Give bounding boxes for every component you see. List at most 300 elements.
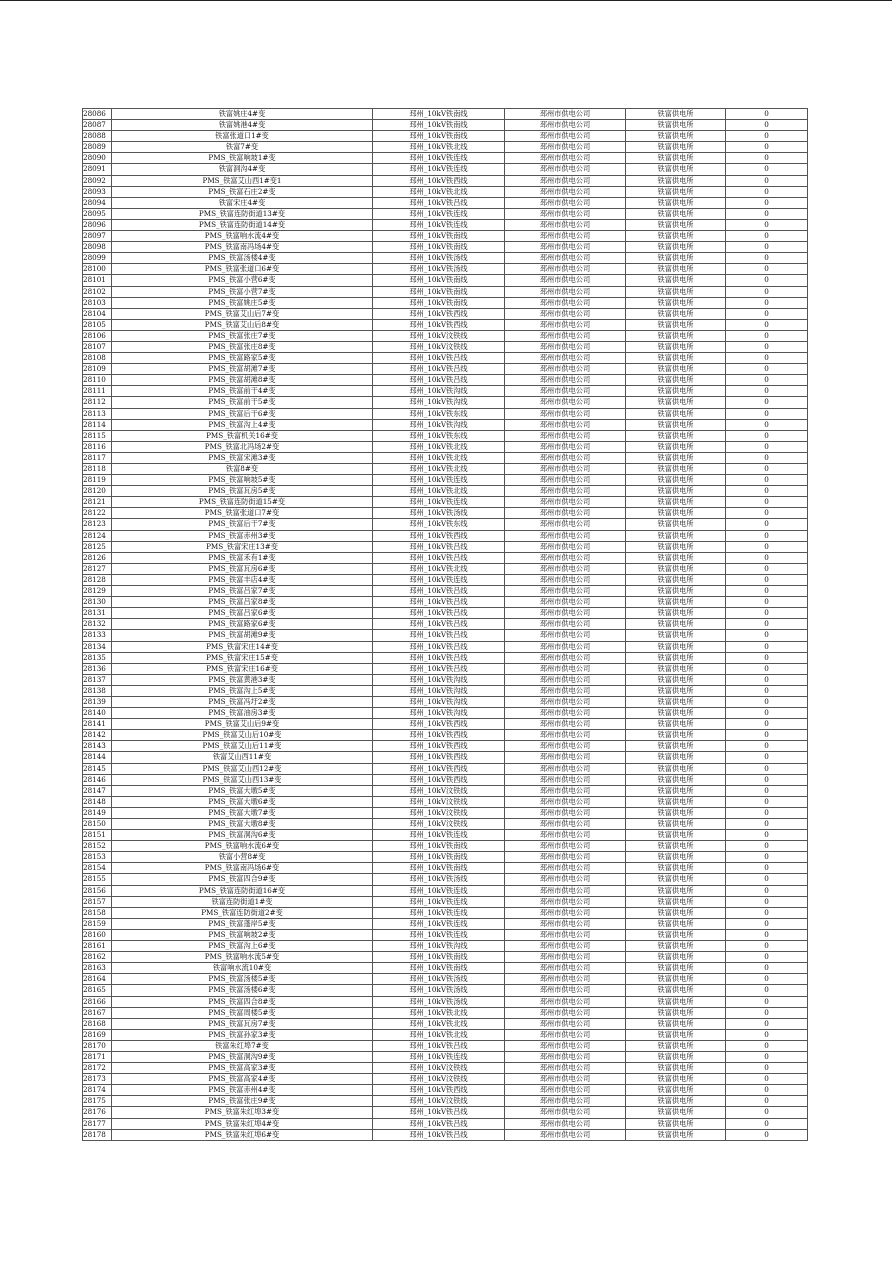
feeder-line-cell: 邳州_10kV铁东线 <box>373 430 505 441</box>
company-cell: 邳州市供电公司 <box>505 929 626 940</box>
value-cell: 0 <box>726 1107 808 1118</box>
table-row <box>83 486 808 497</box>
station-cell: 铁富供电所 <box>626 319 726 330</box>
station-cell: 铁富供电所 <box>626 452 726 463</box>
feeder-line-cell: 邳州_10kV铁西线 <box>373 752 505 763</box>
table-row <box>83 175 808 186</box>
station-cell: 铁富供电所 <box>626 1029 726 1040</box>
table-row <box>83 774 808 785</box>
company-cell: 邳州市供电公司 <box>505 663 626 674</box>
transformer-name-cell: PMS_铁富连防街道16#变 <box>112 885 373 896</box>
table-row <box>83 619 808 630</box>
transformer-name-cell: 铁富8#变 <box>112 464 373 475</box>
station-cell: 铁富供电所 <box>626 486 726 497</box>
value-cell: 0 <box>726 929 808 940</box>
table-row <box>83 796 808 807</box>
company-cell: 邳州市供电公司 <box>505 863 626 874</box>
table-row <box>83 1007 808 1018</box>
table-row <box>83 397 808 408</box>
feeder-line-cell: 邳州_10kV汶铁线 <box>373 1074 505 1085</box>
transformer-name-cell: PMS_铁富吕家6#变 <box>112 608 373 619</box>
value-cell: 0 <box>726 819 808 830</box>
table-row <box>83 785 808 796</box>
company-cell: 邳州市供电公司 <box>505 1074 626 1085</box>
row-id-cell: 28139 <box>83 696 112 707</box>
station-cell: 铁富供电所 <box>626 386 726 397</box>
row-id-cell: 28107 <box>83 341 112 352</box>
station-cell: 铁富供电所 <box>626 752 726 763</box>
row-id-cell: 28091 <box>83 164 112 175</box>
row-id-cell: 28100 <box>83 264 112 275</box>
station-cell: 铁富供电所 <box>626 741 726 752</box>
transformer-name-cell: PMS_铁富大墩6#变 <box>112 796 373 807</box>
transformer-name-cell: PMS_铁富响水流6#变 <box>112 841 373 852</box>
row-id-cell: 28178 <box>83 1129 112 1140</box>
company-cell: 邳州市供电公司 <box>505 286 626 297</box>
transformer-name-cell: 铁富连防街道1#变 <box>112 896 373 907</box>
table-row <box>83 231 808 242</box>
station-cell: 铁富供电所 <box>626 929 726 940</box>
station-cell: 铁富供电所 <box>626 852 726 863</box>
feeder-line-cell: 邳州_10kV铁北线 <box>373 464 505 475</box>
station-cell: 铁富供电所 <box>626 164 726 175</box>
transformer-name-cell: PMS_铁富孙家3#变 <box>112 1029 373 1040</box>
table-row <box>83 275 808 286</box>
value-cell: 0 <box>726 1129 808 1140</box>
table-row <box>83 408 808 419</box>
feeder-line-cell: 邳州_10kV铁沟线 <box>373 397 505 408</box>
table-row <box>83 475 808 486</box>
value-cell: 0 <box>726 807 808 818</box>
feeder-line-cell: 邳州_10kV铁连线 <box>373 497 505 508</box>
feeder-line-cell: 邳州_10kV铁连线 <box>373 918 505 929</box>
transformer-name-cell: PMS_铁富连防街道2#变 <box>112 907 373 918</box>
transformer-name-cell: PMS_铁富瓦房7#变 <box>112 1018 373 1029</box>
row-id-cell: 28093 <box>83 186 112 197</box>
row-id-cell: 28159 <box>83 918 112 929</box>
row-id-cell: 28154 <box>83 863 112 874</box>
transformer-name-cell: PMS_铁富南冯场4#变 <box>112 242 373 253</box>
station-cell: 铁富供电所 <box>626 208 726 219</box>
feeder-line-cell: 邳州_10kV铁吕线 <box>373 597 505 608</box>
row-id-cell: 28158 <box>83 907 112 918</box>
transformer-name-cell: PMS_铁富四合8#变 <box>112 996 373 1007</box>
row-id-cell: 28104 <box>83 308 112 319</box>
company-cell: 邳州市供电公司 <box>505 109 626 120</box>
table-row <box>83 419 808 430</box>
table-row <box>83 464 808 475</box>
feeder-line-cell: 邳州_10kV铁吕线 <box>373 630 505 641</box>
table-row <box>83 597 808 608</box>
company-cell: 邳州市供电公司 <box>505 952 626 963</box>
table-row <box>83 497 808 508</box>
transformer-name-cell: PMS_铁富宋庄13#变 <box>112 541 373 552</box>
company-cell: 邳州市供电公司 <box>505 186 626 197</box>
company-cell: 邳州市供电公司 <box>505 275 626 286</box>
value-cell: 0 <box>726 963 808 974</box>
value-cell: 0 <box>726 475 808 486</box>
feeder-line-cell: 邳州_10kV铁西线 <box>373 530 505 541</box>
station-cell: 铁富供电所 <box>626 674 726 685</box>
feeder-line-cell: 邳州_10kV铁连线 <box>373 896 505 907</box>
station-cell: 铁富供电所 <box>626 1051 726 1062</box>
row-id-cell: 28096 <box>83 219 112 230</box>
transformer-name-cell: PMS_铁富连防街道13#变 <box>112 208 373 219</box>
station-cell: 铁富供电所 <box>626 663 726 674</box>
station-cell: 铁富供电所 <box>626 830 726 841</box>
transformer-name-cell: PMS_铁富胡滩8#变 <box>112 375 373 386</box>
table-row <box>83 929 808 940</box>
row-id-cell: 28145 <box>83 763 112 774</box>
value-cell: 0 <box>726 430 808 441</box>
transformer-name-cell: PMS_铁富小营7#变 <box>112 286 373 297</box>
station-cell: 铁富供电所 <box>626 464 726 475</box>
company-cell: 邳州市供电公司 <box>505 131 626 142</box>
transformer-name-cell: PMS_铁富宋庄15#变 <box>112 652 373 663</box>
company-cell: 邳州市供电公司 <box>505 896 626 907</box>
table-row <box>83 974 808 985</box>
transformer-name-cell: PMS_铁富石庄2#变 <box>112 186 373 197</box>
transformer-name-cell: PMS_铁富机关16#变 <box>112 430 373 441</box>
transformer-name-cell: 铁富姚庄4#变 <box>112 109 373 120</box>
row-id-cell: 28161 <box>83 941 112 952</box>
row-id-cell: 28157 <box>83 896 112 907</box>
value-cell: 0 <box>726 1018 808 1029</box>
row-id-cell: 28134 <box>83 641 112 652</box>
station-cell: 铁富供电所 <box>626 297 726 308</box>
transformer-name-cell: PMS_铁富胡滩7#变 <box>112 364 373 375</box>
value-cell: 0 <box>726 741 808 752</box>
table-row <box>83 164 808 175</box>
value-cell: 0 <box>726 996 808 1007</box>
feeder-line-cell: 邳州_10kV铁北线 <box>373 142 505 153</box>
transformer-name-cell: PMS_铁富小营6#变 <box>112 275 373 286</box>
row-id-cell: 28094 <box>83 197 112 208</box>
table-row <box>83 142 808 153</box>
value-cell: 0 <box>726 663 808 674</box>
row-id-cell: 28166 <box>83 996 112 1007</box>
row-id-cell: 28128 <box>83 574 112 585</box>
feeder-line-cell: 邳州_10kV铁汤线 <box>373 974 505 985</box>
company-cell: 邳州市供电公司 <box>505 574 626 585</box>
station-cell: 铁富供电所 <box>626 1074 726 1085</box>
transformer-name-cell: PMS_铁富周楼5#变 <box>112 1007 373 1018</box>
feeder-line-cell: 邳州_10kV铁吕线 <box>373 364 505 375</box>
transformer-name-cell: PMS_铁富沟上6#变 <box>112 941 373 952</box>
feeder-line-cell: 邳州_10kV铁连线 <box>373 219 505 230</box>
company-cell: 邳州市供电公司 <box>505 830 626 841</box>
table-row <box>83 319 808 330</box>
station-cell: 铁富供电所 <box>626 963 726 974</box>
company-cell: 邳州市供电公司 <box>505 708 626 719</box>
value-cell: 0 <box>726 164 808 175</box>
feeder-line-cell: 邳州_10kV铁沟线 <box>373 685 505 696</box>
company-cell: 邳州市供电公司 <box>505 685 626 696</box>
feeder-line-cell: 邳州_10kV铁连线 <box>373 475 505 486</box>
company-cell: 邳州市供电公司 <box>505 330 626 341</box>
feeder-line-cell: 邳州_10kV铁吕线 <box>373 1107 505 1118</box>
company-cell: 邳州市供电公司 <box>505 164 626 175</box>
feeder-line-cell: 邳州_10kV汶铁线 <box>373 796 505 807</box>
value-cell: 0 <box>726 952 808 963</box>
station-cell: 铁富供电所 <box>626 408 726 419</box>
table-row <box>83 253 808 264</box>
row-id-cell: 28144 <box>83 752 112 763</box>
company-cell: 邳州市供电公司 <box>505 364 626 375</box>
value-cell: 0 <box>726 652 808 663</box>
value-cell: 0 <box>726 197 808 208</box>
feeder-line-cell: 邳州_10kV铁吕线 <box>373 586 505 597</box>
transformer-name-cell: PMS_铁富汤楼5#变 <box>112 974 373 985</box>
table-row <box>83 297 808 308</box>
row-id-cell: 28169 <box>83 1029 112 1040</box>
company-cell: 邳州市供电公司 <box>505 974 626 985</box>
value-cell: 0 <box>726 364 808 375</box>
table-row <box>83 641 808 652</box>
value-cell: 0 <box>726 708 808 719</box>
row-id-cell: 28114 <box>83 419 112 430</box>
company-cell: 邳州市供电公司 <box>505 785 626 796</box>
company-cell: 邳州市供电公司 <box>505 752 626 763</box>
table-row <box>83 630 808 641</box>
transformer-name-cell: PMS_铁富油房3#变 <box>112 708 373 719</box>
company-cell: 邳州市供电公司 <box>505 719 626 730</box>
company-cell: 邳州市供电公司 <box>505 253 626 264</box>
company-cell: 邳州市供电公司 <box>505 341 626 352</box>
transformer-name-cell: 铁富宋庄4#变 <box>112 197 373 208</box>
company-cell: 邳州市供电公司 <box>505 1096 626 1107</box>
value-cell: 0 <box>726 497 808 508</box>
company-cell: 邳州市供电公司 <box>505 353 626 364</box>
row-id-cell: 28129 <box>83 586 112 597</box>
feeder-line-cell: 邳州_10kV铁吕线 <box>373 1129 505 1140</box>
feeder-line-cell: 邳州_10kV铁汤线 <box>373 874 505 885</box>
feeder-line-cell: 邳州_10kV铁西线 <box>373 175 505 186</box>
feeder-line-cell: 邳州_10kV铁沟线 <box>373 941 505 952</box>
feeder-line-cell: 邳州_10kV铁北线 <box>373 486 505 497</box>
transformer-name-cell: PMS_铁富大墩5#变 <box>112 785 373 796</box>
feeder-line-cell: 邳州_10kV汶铁线 <box>373 341 505 352</box>
company-cell: 邳州市供电公司 <box>505 1063 626 1074</box>
value-cell: 0 <box>726 896 808 907</box>
row-id-cell: 28168 <box>83 1018 112 1029</box>
value-cell: 0 <box>726 397 808 408</box>
row-id-cell: 28116 <box>83 441 112 452</box>
table-row <box>83 330 808 341</box>
transformer-name-cell: PMS_铁富高家3#变 <box>112 1063 373 1074</box>
table-row <box>83 730 808 741</box>
company-cell: 邳州市供电公司 <box>505 408 626 419</box>
value-cell: 0 <box>726 353 808 364</box>
station-cell: 铁富供电所 <box>626 807 726 818</box>
feeder-line-cell: 邳州_10kV汶铁线 <box>373 1063 505 1074</box>
company-cell: 邳州市供电公司 <box>505 907 626 918</box>
feeder-line-cell: 邳州_10kV铁东线 <box>373 408 505 419</box>
table-row <box>83 685 808 696</box>
station-cell: 铁富供电所 <box>626 641 726 652</box>
value-cell: 0 <box>726 341 808 352</box>
value-cell: 0 <box>726 120 808 131</box>
company-cell: 邳州市供电公司 <box>505 586 626 597</box>
value-cell: 0 <box>726 841 808 852</box>
row-id-cell: 28163 <box>83 963 112 974</box>
station-cell: 铁富供电所 <box>626 885 726 896</box>
feeder-line-cell: 邳州_10kV铁吕线 <box>373 608 505 619</box>
transformer-name-cell: PMS_铁富四合9#变 <box>112 874 373 885</box>
station-cell: 铁富供电所 <box>626 153 726 164</box>
transformer-name-cell: PMS_铁富艾山后11#变 <box>112 741 373 752</box>
row-id-cell: 28162 <box>83 952 112 963</box>
feeder-line-cell: 邳州_10kV铁南线 <box>373 863 505 874</box>
row-id-cell: 28088 <box>83 131 112 142</box>
station-cell: 铁富供电所 <box>626 896 726 907</box>
table-row <box>83 1129 808 1140</box>
feeder-line-cell: 邳州_10kV铁南线 <box>373 952 505 963</box>
transformer-name-cell: PMS_铁富沟上5#变 <box>112 685 373 696</box>
value-cell: 0 <box>726 1040 808 1051</box>
value-cell: 0 <box>726 286 808 297</box>
table-row <box>83 874 808 885</box>
row-id-cell: 28174 <box>83 1085 112 1096</box>
row-id-cell: 28141 <box>83 719 112 730</box>
station-cell: 铁富供电所 <box>626 286 726 297</box>
value-cell: 0 <box>726 785 808 796</box>
company-cell: 邳州市供电公司 <box>505 541 626 552</box>
transformer-name-cell: PMS_铁富艾山后10#变 <box>112 730 373 741</box>
value-cell: 0 <box>726 752 808 763</box>
transformer-name-cell: PMS_铁富朱红埠3#变 <box>112 1107 373 1118</box>
transformer-name-cell: PMS_铁富张道口7#变 <box>112 508 373 519</box>
table-row <box>83 763 808 774</box>
table-row <box>83 375 808 386</box>
transformer-name-cell: PMS_铁富大墩8#变 <box>112 819 373 830</box>
transformer-table <box>82 108 808 1141</box>
value-cell: 0 <box>726 1063 808 1074</box>
value-cell: 0 <box>726 142 808 153</box>
company-cell: 邳州市供电公司 <box>505 796 626 807</box>
table-row <box>83 208 808 219</box>
feeder-line-cell: 邳州_10kV铁吕线 <box>373 353 505 364</box>
company-cell: 邳州市供电公司 <box>505 852 626 863</box>
value-cell: 0 <box>726 874 808 885</box>
company-cell: 邳州市供电公司 <box>505 1085 626 1096</box>
company-cell: 邳州市供电公司 <box>505 452 626 463</box>
transformer-name-cell: 铁富7#变 <box>112 142 373 153</box>
row-id-cell: 28155 <box>83 874 112 885</box>
station-cell: 铁富供电所 <box>626 375 726 386</box>
value-cell: 0 <box>726 275 808 286</box>
table-row <box>83 674 808 685</box>
row-id-cell: 28170 <box>83 1040 112 1051</box>
table-row <box>83 219 808 230</box>
company-cell: 邳州市供电公司 <box>505 941 626 952</box>
row-id-cell: 28133 <box>83 630 112 641</box>
feeder-line-cell: 邳州_10kV铁连线 <box>373 830 505 841</box>
value-cell: 0 <box>726 519 808 530</box>
transformer-name-cell: PMS_铁富汤楼4#变 <box>112 253 373 264</box>
company-cell: 邳州市供电公司 <box>505 219 626 230</box>
station-cell: 铁富供电所 <box>626 264 726 275</box>
transformer-name-cell: PMS_铁富瓦房5#变 <box>112 486 373 497</box>
transformer-name-cell: PMS_铁富冯圩2#变 <box>112 696 373 707</box>
station-cell: 铁富供电所 <box>626 1118 726 1129</box>
station-cell: 铁富供电所 <box>626 364 726 375</box>
company-cell: 邳州市供电公司 <box>505 1029 626 1040</box>
station-cell: 铁富供电所 <box>626 120 726 131</box>
value-cell: 0 <box>726 153 808 164</box>
feeder-line-cell: 邳州_10kV铁吕线 <box>373 552 505 563</box>
table-row <box>83 120 808 131</box>
value-cell: 0 <box>726 530 808 541</box>
transformer-name-cell: PMS_铁富后干7#变 <box>112 519 373 530</box>
row-id-cell: 28111 <box>83 386 112 397</box>
station-cell: 铁富供电所 <box>626 1096 726 1107</box>
table-row <box>83 741 808 752</box>
feeder-line-cell: 邳州_10kV铁北线 <box>373 1018 505 1029</box>
transformer-name-cell: PMS_铁富张庄8#变 <box>112 341 373 352</box>
value-cell: 0 <box>726 175 808 186</box>
value-cell: 0 <box>726 486 808 497</box>
company-cell: 邳州市供电公司 <box>505 486 626 497</box>
station-cell: 铁富供电所 <box>626 619 726 630</box>
station-cell: 铁富供电所 <box>626 608 726 619</box>
feeder-line-cell: 邳州_10kV铁南线 <box>373 275 505 286</box>
table-row <box>83 1018 808 1029</box>
company-cell: 邳州市供电公司 <box>505 464 626 475</box>
value-cell: 0 <box>726 863 808 874</box>
value-cell: 0 <box>726 830 808 841</box>
table-row <box>83 985 808 996</box>
transformer-name-cell: PMS_铁富大墩7#变 <box>112 807 373 818</box>
company-cell: 邳州市供电公司 <box>505 197 626 208</box>
station-cell: 铁富供电所 <box>626 685 726 696</box>
value-cell: 0 <box>726 619 808 630</box>
table-row <box>83 441 808 452</box>
value-cell: 0 <box>726 885 808 896</box>
page-top-border <box>0 0 892 1</box>
station-cell: 铁富供电所 <box>626 763 726 774</box>
row-id-cell: 28101 <box>83 275 112 286</box>
value-cell: 0 <box>726 208 808 219</box>
station-cell: 铁富供电所 <box>626 1063 726 1074</box>
row-id-cell: 28152 <box>83 841 112 852</box>
company-cell: 邳州市供电公司 <box>505 175 626 186</box>
transformer-name-cell: PMS_铁富响坡2#变 <box>112 929 373 940</box>
row-id-cell: 28143 <box>83 741 112 752</box>
station-cell: 铁富供电所 <box>626 441 726 452</box>
table-row <box>83 696 808 707</box>
transformer-name-cell: PMS_铁富艾山后7#变 <box>112 308 373 319</box>
station-cell: 铁富供电所 <box>626 574 726 585</box>
transformer-name-cell: PMS_铁富南冯场6#变 <box>112 863 373 874</box>
company-cell: 邳州市供电公司 <box>505 242 626 253</box>
value-cell: 0 <box>726 508 808 519</box>
company-cell: 邳州市供电公司 <box>505 441 626 452</box>
transformer-name-cell: 铁富张道口1#变 <box>112 131 373 142</box>
row-id-cell: 28109 <box>83 364 112 375</box>
company-cell: 邳州市供电公司 <box>505 419 626 430</box>
station-cell: 铁富供电所 <box>626 586 726 597</box>
row-id-cell: 28142 <box>83 730 112 741</box>
transformer-name-cell: PMS_铁富张庄9#变 <box>112 1096 373 1107</box>
company-cell: 邳州市供电公司 <box>505 120 626 131</box>
row-id-cell: 28106 <box>83 330 112 341</box>
feeder-line-cell: 邳州_10kV铁连线 <box>373 153 505 164</box>
station-cell: 铁富供电所 <box>626 941 726 952</box>
row-id-cell: 28115 <box>83 430 112 441</box>
transformer-name-cell: PMS_铁富吕家8#变 <box>112 597 373 608</box>
company-cell: 邳州市供电公司 <box>505 319 626 330</box>
